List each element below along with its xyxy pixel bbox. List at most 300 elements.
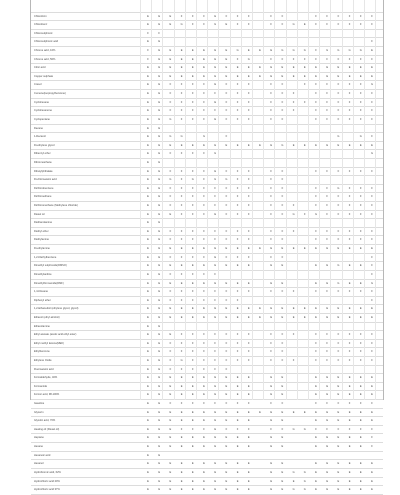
- rating-cell: E: [169, 419, 172, 423]
- rating-cell: E: [203, 410, 205, 414]
- rating-cell: E: [191, 436, 194, 440]
- rating-cell: F: [281, 14, 284, 18]
- rating-cell: F: [203, 272, 205, 276]
- rating-cell: E: [270, 307, 273, 311]
- rating-cell: E: [337, 74, 340, 78]
- rating-cell: F: [371, 298, 373, 302]
- rating-cell: F: [192, 367, 194, 371]
- rating-cell: F: [326, 427, 328, 431]
- rating-cell: E: [236, 307, 239, 311]
- rating-cell: E: [147, 169, 149, 173]
- rating-cell: E: [225, 462, 228, 466]
- rating-cell: F: [360, 100, 362, 104]
- rating-cell: E: [169, 462, 172, 466]
- rating-cell: F: [214, 229, 216, 233]
- rating-cell: F: [371, 333, 373, 337]
- compatibility-table: [30, 0, 384, 492]
- rating-cell: F: [281, 57, 284, 61]
- rating-cell: E: [247, 410, 250, 414]
- rating-cell: [322, 452, 332, 460]
- rating-cell: E: [371, 143, 373, 147]
- rating-cell: F: [225, 135, 228, 139]
- rating-cell: E: [158, 462, 161, 466]
- rating-cell: E: [191, 66, 194, 70]
- rating-cell: F: [292, 229, 295, 233]
- chemical-name: Cresol: [34, 83, 42, 87]
- rating-cell: E: [236, 419, 239, 423]
- rating-cell: F: [236, 117, 239, 121]
- rating-cell: E: [348, 393, 351, 397]
- rating-cell: F: [348, 57, 351, 61]
- rating-cell: F: [348, 350, 351, 354]
- rating-cell: E: [315, 470, 317, 474]
- rating-cell: E: [371, 49, 373, 53]
- rating-cell: F: [203, 350, 205, 354]
- rating-cell: E: [169, 49, 172, 53]
- rating-cell: F: [225, 109, 228, 113]
- rating-cell: E: [158, 367, 161, 371]
- rating-cell: E: [214, 410, 217, 414]
- rating-cell: G: [292, 212, 295, 216]
- rating-cell: E: [315, 384, 317, 388]
- rating-cell: E: [180, 143, 183, 147]
- rating-cell: E: [303, 143, 306, 147]
- rating-cell: [244, 452, 254, 460]
- rating-cell: E: [191, 376, 194, 380]
- rating-cell: E: [214, 488, 217, 492]
- rating-cell: E: [191, 462, 194, 466]
- table-row: [31, 417, 383, 426]
- rating-cell: E: [169, 66, 172, 70]
- rating-cell: E: [158, 135, 161, 139]
- rating-cell: F: [371, 290, 373, 294]
- rating-cell: E: [259, 66, 261, 70]
- rating-cell: F: [192, 229, 194, 233]
- rating-cell: F: [214, 402, 216, 406]
- rating-cell: E: [158, 488, 161, 492]
- rating-cell: E: [315, 419, 317, 423]
- rating-cell: F: [315, 117, 317, 121]
- rating-cell: F: [360, 350, 362, 354]
- rating-cell: F: [360, 14, 362, 18]
- rating-cell: G: [337, 49, 340, 53]
- rating-cell: F: [292, 204, 295, 208]
- rating-cell: E: [214, 83, 217, 87]
- rating-cell: E: [270, 462, 273, 466]
- rating-cell: E: [337, 66, 340, 70]
- rating-cell: F: [192, 238, 194, 242]
- table-row: [31, 486, 383, 495]
- rating-cell: E: [147, 488, 149, 492]
- rating-cell: F: [281, 238, 284, 242]
- rating-cell: E: [147, 221, 149, 225]
- rating-cell: [333, 452, 343, 460]
- rating-cell: E: [225, 247, 228, 251]
- rating-cell: E: [292, 74, 295, 78]
- rating-cell: F: [281, 178, 284, 182]
- rating-cell: F: [326, 238, 328, 242]
- rating-cell: E: [326, 488, 329, 492]
- chemical-name: Hexane: [34, 445, 43, 449]
- rating-cell: F: [248, 100, 250, 104]
- rating-cell: E: [247, 376, 250, 380]
- rating-cell: E: [359, 393, 362, 397]
- rating-cell: F: [337, 358, 340, 362]
- rating-cell: E: [158, 453, 161, 457]
- rating-cell: F: [203, 358, 205, 362]
- rating-cell: F: [180, 290, 183, 294]
- rating-cell: E: [203, 74, 205, 78]
- rating-cell: E: [158, 290, 161, 294]
- rating-cell: F: [371, 204, 373, 208]
- rating-cell: E: [247, 307, 250, 311]
- rating-cell: E: [326, 393, 329, 397]
- chemical-name: Copper sulphate: [34, 74, 54, 78]
- rating-cell: E: [147, 74, 149, 78]
- rating-cell: F: [315, 169, 317, 173]
- table-row: [31, 434, 383, 443]
- rating-cell: F: [326, 358, 328, 362]
- rating-cell: F: [169, 272, 172, 276]
- rating-cell: F: [169, 109, 172, 113]
- rating-cell: E: [158, 341, 161, 345]
- rating-cell: F: [236, 57, 239, 61]
- rating-cell: E: [214, 143, 217, 147]
- rating-cell: E: [169, 384, 172, 388]
- rating-cell: E: [191, 143, 194, 147]
- rating-cell: F: [225, 212, 228, 216]
- rating-cell: E: [225, 74, 228, 78]
- rating-cell: F: [337, 212, 340, 216]
- rating-cell: F: [225, 100, 228, 104]
- rating-cell: E: [147, 479, 149, 483]
- rating-cell: E: [225, 57, 228, 61]
- rating-cell: F: [281, 109, 284, 113]
- rating-cell: F: [315, 341, 317, 345]
- rating-cell: F: [315, 83, 317, 87]
- chemical-name: Glycolic acid, 70%: [34, 419, 56, 423]
- rating-cell: F: [270, 358, 272, 362]
- rating-cell: F: [348, 341, 351, 345]
- rating-cell: E: [158, 264, 161, 268]
- rating-cell: F: [203, 152, 205, 156]
- rating-cell: E: [158, 57, 161, 61]
- column-divider: [342, 0, 343, 400]
- rating-cell: E: [259, 74, 261, 78]
- rating-cell: F: [337, 229, 340, 233]
- rating-cell: F: [203, 290, 205, 294]
- rating-cell: F: [348, 358, 351, 362]
- rating-cell: E: [359, 470, 362, 474]
- rating-cell: E: [147, 410, 149, 414]
- rating-cell: G: [303, 488, 306, 492]
- rating-cell: E: [214, 255, 217, 259]
- rating-cell: E: [371, 488, 373, 492]
- rating-cell: E: [371, 247, 373, 251]
- rating-cell: E: [191, 410, 194, 414]
- rating-cell: E: [247, 393, 250, 397]
- rating-cell: E: [315, 264, 317, 268]
- rating-cell: E: [203, 247, 205, 251]
- rating-cell: F: [371, 92, 373, 96]
- rating-cell: E: [147, 40, 149, 44]
- rating-cell: F: [203, 367, 205, 371]
- rating-cell: F: [214, 238, 216, 242]
- rating-cell: E: [203, 307, 205, 311]
- rating-cell: F: [281, 290, 284, 294]
- rating-cell: E: [203, 470, 205, 474]
- rating-cell: E: [147, 186, 149, 190]
- rating-cell: F: [192, 350, 194, 354]
- rating-cell: E: [225, 307, 228, 311]
- rating-cell: E: [191, 445, 194, 449]
- rating-cell: E: [348, 264, 351, 268]
- rating-cell: F: [292, 109, 295, 113]
- rating-cell: F: [348, 204, 351, 208]
- rating-cell: F: [236, 169, 239, 173]
- rating-cell: E: [270, 419, 273, 423]
- rating-cell: E: [337, 470, 340, 474]
- rating-cell: E: [158, 376, 161, 380]
- rating-cell: F: [248, 109, 250, 113]
- rating-cell: E: [169, 410, 172, 414]
- rating-cell: F: [326, 402, 328, 406]
- rating-cell: F: [292, 92, 295, 96]
- rating-cell: F: [315, 204, 317, 208]
- rating-cell: F: [270, 178, 272, 182]
- rating-cell: [289, 460, 299, 468]
- rating-cell: E: [359, 445, 362, 449]
- rating-cell: E: [158, 49, 161, 53]
- rating-cell: F: [281, 117, 284, 121]
- rating-cell: E: [236, 384, 239, 388]
- rating-cell: E: [214, 212, 217, 216]
- rating-cell: E: [348, 247, 351, 251]
- rating-cell: E: [158, 204, 161, 208]
- rating-cell: [255, 426, 265, 434]
- rating-cell: E: [315, 410, 317, 414]
- rating-cell: E: [158, 298, 161, 302]
- rating-cell: G: [292, 23, 295, 27]
- rating-cell: E: [147, 427, 149, 431]
- rating-cell: G: [236, 49, 239, 53]
- rating-cell: F: [337, 195, 340, 199]
- rating-cell: E: [158, 126, 161, 130]
- rating-cell: F: [270, 204, 272, 208]
- rating-cell: F: [348, 290, 351, 294]
- rating-cell: E: [147, 143, 149, 147]
- rating-cell: F: [192, 333, 194, 337]
- rating-cell: F: [337, 83, 340, 87]
- rating-cell: E: [169, 57, 172, 61]
- rating-cell: F: [371, 135, 373, 139]
- rating-cell: E: [236, 376, 239, 380]
- rating-cell: F: [248, 186, 250, 190]
- rating-cell: E: [270, 247, 273, 251]
- rating-cell: F: [360, 290, 362, 294]
- rating-cell: F: [203, 255, 205, 259]
- chemical-name: Chrome acid, 10%: [34, 49, 56, 53]
- chemical-name: Fluoroacetic acid: [34, 367, 54, 371]
- rating-cell: G: [214, 178, 217, 182]
- rating-cell: E: [191, 307, 194, 311]
- rating-cell: F: [225, 92, 228, 96]
- rating-cell: E: [371, 315, 373, 319]
- rating-cell: F: [360, 229, 362, 233]
- rating-cell: E: [180, 315, 183, 319]
- rating-cell: E: [371, 376, 373, 380]
- rating-cell: F: [270, 23, 272, 27]
- rating-cell: E: [147, 272, 149, 276]
- rating-cell: E: [225, 393, 228, 397]
- rating-cell: F: [225, 367, 228, 371]
- rating-cell: F: [225, 333, 228, 337]
- column-divider: [196, 0, 197, 400]
- rating-cell: F: [180, 333, 183, 337]
- rating-cell: E: [225, 23, 228, 27]
- chemical-name: Glycerin: [34, 410, 44, 414]
- rating-cell: F: [315, 229, 317, 233]
- table-row: [31, 443, 383, 452]
- rating-cell: E: [303, 74, 306, 78]
- rating-cell: F: [203, 186, 205, 190]
- rating-cell: F: [248, 195, 250, 199]
- rating-cell: E: [315, 488, 317, 492]
- rating-cell: F: [371, 436, 373, 440]
- rating-cell: F: [203, 195, 205, 199]
- rating-cell: E: [326, 419, 329, 423]
- rating-cell: F: [304, 212, 306, 216]
- rating-cell: F: [236, 290, 239, 294]
- rating-cell: F: [270, 333, 272, 337]
- rating-cell: E: [169, 264, 172, 268]
- rating-cell: F: [236, 14, 239, 18]
- rating-cell: F: [337, 109, 340, 113]
- rating-cell: E: [147, 66, 149, 70]
- rating-cell: F: [236, 238, 239, 242]
- rating-cell: E: [225, 445, 228, 449]
- rating-cell: E: [169, 376, 172, 380]
- rating-cell: E: [214, 470, 217, 474]
- rating-cell: F: [348, 229, 351, 233]
- rating-cell: F: [225, 358, 228, 362]
- rating-cell: F: [147, 57, 149, 61]
- rating-cell: E: [359, 419, 362, 423]
- rating-cell: F: [326, 14, 328, 18]
- rating-cell: F: [248, 178, 250, 182]
- rating-cell: E: [147, 367, 149, 371]
- rating-cell: [300, 400, 310, 408]
- rating-cell: [311, 452, 321, 460]
- chemical-name: Ethyl acetate (acetic acid ethyl ester): [34, 333, 77, 337]
- rating-cell: [177, 452, 187, 460]
- rating-cell: F: [281, 195, 284, 199]
- rating-cell: [289, 443, 299, 451]
- rating-cell: G: [303, 479, 306, 483]
- chemical-name: Dimethylaniline: [34, 272, 52, 276]
- rating-cell: E: [203, 419, 205, 423]
- rating-cell: F: [348, 92, 351, 96]
- rating-cell: E: [337, 410, 340, 414]
- rating-cell: F: [371, 402, 373, 406]
- table-row: [31, 478, 383, 487]
- rating-cell: E: [281, 479, 284, 483]
- rating-cell: E: [147, 264, 149, 268]
- rating-cell: E: [337, 479, 340, 483]
- column-divider: [375, 0, 376, 400]
- chemical-name: Chlorobenz: [34, 23, 48, 27]
- rating-cell: F: [371, 117, 373, 121]
- chemical-name: 1,2-Ethanediol (ethylene glycol, glycol): [34, 307, 79, 311]
- rating-cell: E: [281, 488, 284, 492]
- rating-cell: E: [180, 264, 183, 268]
- rating-cell: E: [247, 247, 250, 251]
- rating-cell: E: [147, 350, 149, 354]
- rating-cell: F: [270, 92, 272, 96]
- rating-cell: F: [315, 358, 317, 362]
- rating-cell: F: [270, 186, 272, 190]
- rating-cell: E: [147, 402, 149, 406]
- rating-cell: [367, 452, 377, 460]
- rating-cell: E: [337, 436, 340, 440]
- chemical-name: Ethyl methyl ketone(MEK): [34, 341, 64, 345]
- rating-cell: G: [337, 281, 340, 285]
- rating-cell: F: [192, 204, 194, 208]
- rating-cell: E: [147, 212, 149, 216]
- rating-cell: [300, 434, 310, 442]
- rating-cell: E: [147, 393, 149, 397]
- rating-cell: F: [236, 100, 239, 104]
- rating-cell: E: [259, 247, 261, 251]
- rating-cell: G: [180, 135, 183, 139]
- rating-cell: E: [180, 57, 183, 61]
- rating-cell: F: [326, 229, 328, 233]
- rating-cell: F: [236, 92, 239, 96]
- rating-cell: F: [169, 92, 172, 96]
- rating-cell: E: [180, 281, 183, 285]
- rating-cell: E: [348, 470, 351, 474]
- rating-cell: E: [337, 143, 340, 147]
- rating-cell: F: [169, 255, 172, 259]
- rating-cell: F: [180, 212, 183, 216]
- rating-cell: E: [147, 281, 149, 285]
- rating-cell: E: [281, 315, 284, 319]
- rating-cell: E: [147, 470, 149, 474]
- rating-cell: E: [359, 315, 362, 319]
- rating-cell: E: [158, 117, 161, 121]
- rating-cell: E: [225, 410, 228, 414]
- rating-cell: E: [158, 221, 161, 225]
- rating-cell: E: [147, 419, 149, 423]
- rating-cell: E: [191, 281, 194, 285]
- rating-cell: F: [236, 402, 239, 406]
- chemical-name: Dichloroethane: [34, 195, 52, 199]
- rating-cell: E: [158, 393, 161, 397]
- rating-cell: E: [337, 315, 340, 319]
- column-divider: [274, 0, 275, 400]
- rating-cell: F: [315, 333, 317, 337]
- rating-cell: E: [337, 419, 340, 423]
- column-divider: [207, 0, 208, 400]
- rating-cell: F: [248, 333, 250, 337]
- rating-cell: E: [169, 333, 172, 337]
- rating-cell: E: [371, 66, 373, 70]
- rating-cell: E: [326, 247, 329, 251]
- chemical-name: Citric acid: [34, 66, 46, 70]
- rating-cell: F: [203, 212, 205, 216]
- rating-cell: F: [348, 109, 351, 113]
- rating-cell: F: [203, 178, 205, 182]
